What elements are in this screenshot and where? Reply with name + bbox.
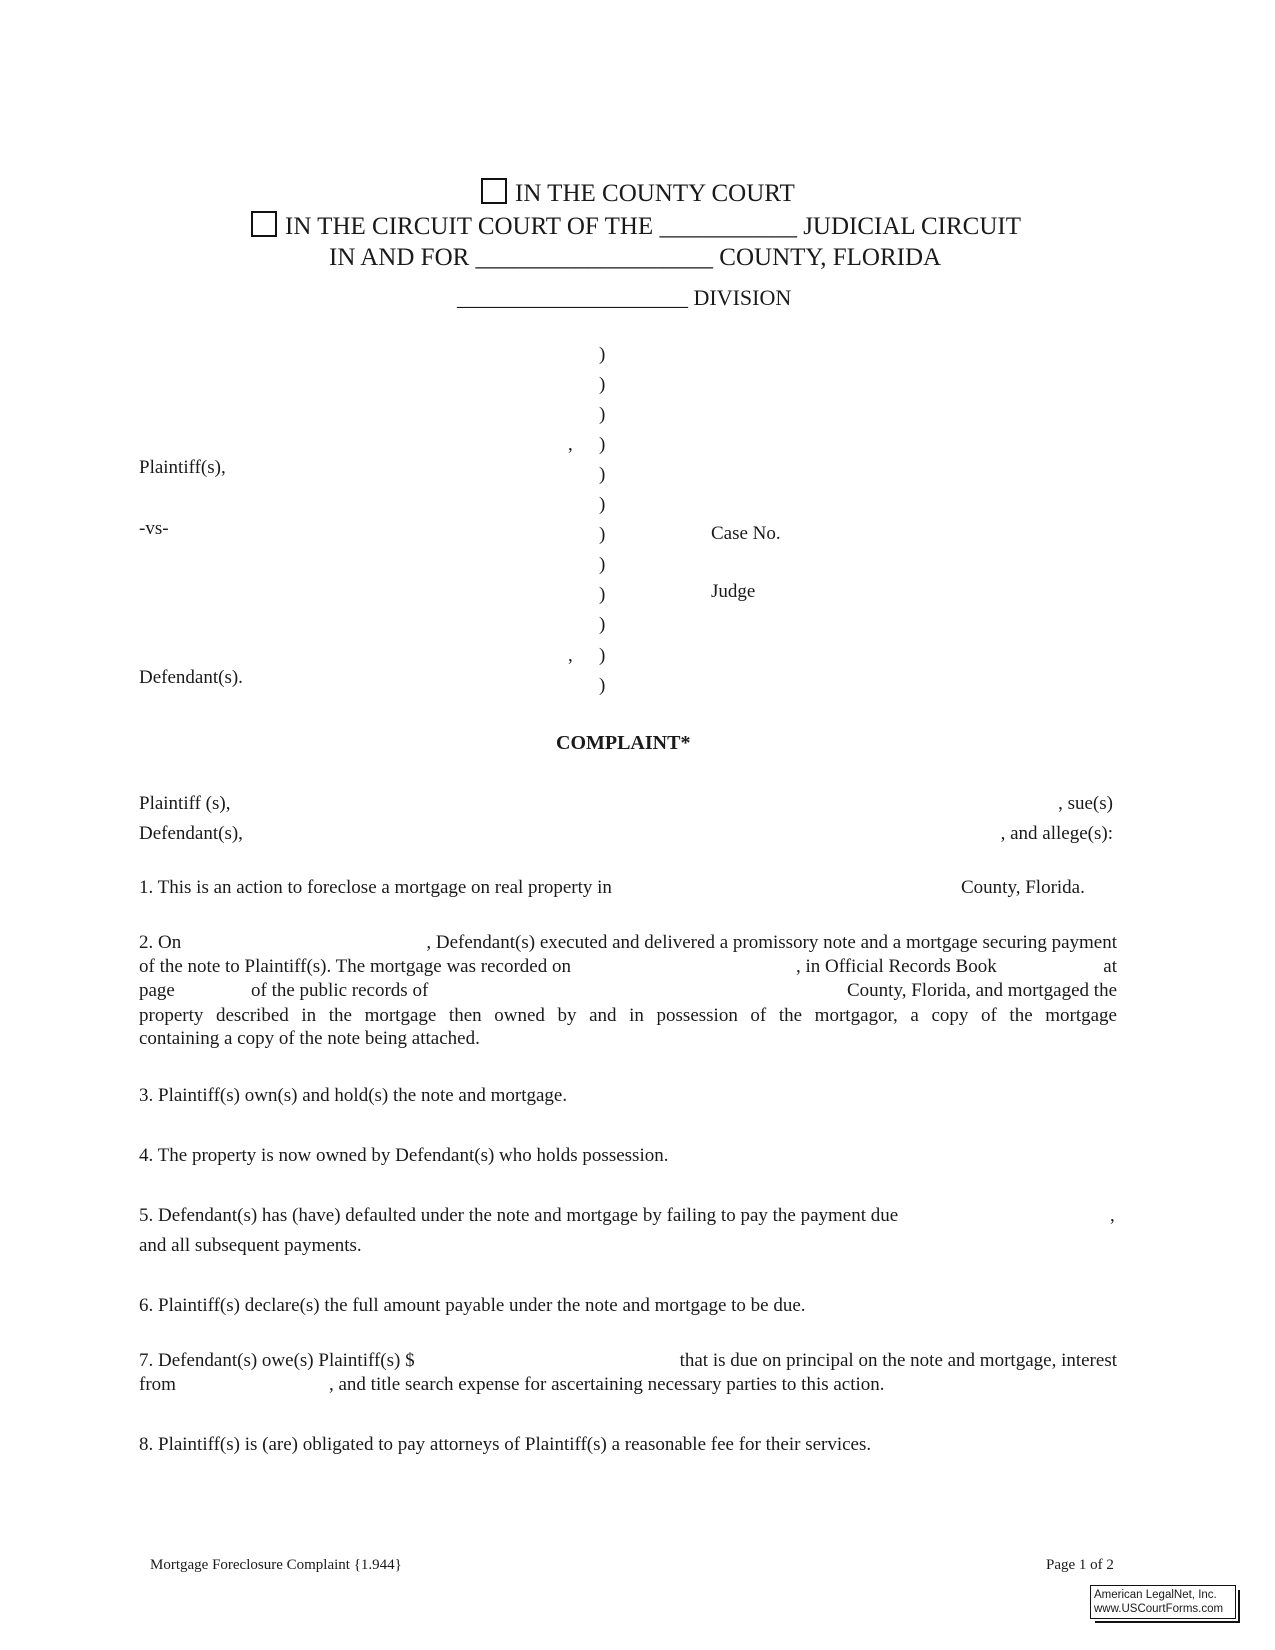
caption-paren: )	[599, 374, 606, 395]
circuit-court-option	[251, 211, 1021, 241]
paragraph-7-line-1b: that is due on principal on the note and mortgage, interest	[679, 1350, 1117, 1371]
paragraph-7-line-2a: from	[139, 1374, 176, 1395]
paragraph-5-comma: ,	[1110, 1205, 1115, 1226]
county-court-checkbox[interactable]	[481, 178, 507, 204]
paragraph-8: 8. Plaintiff(s) is (are) obligated to pay attorneys of Plaintiff(s) a reasonable fee for their services.	[139, 1434, 872, 1455]
caption-paren: )	[599, 524, 606, 545]
paragraph-2-line-1b: , Defendant(s) executed and delivered a promissory note and a mortgage securing payment	[426, 932, 1117, 953]
caption-paren: )	[599, 434, 606, 455]
caption-paren: )	[599, 554, 606, 575]
paragraph-2-line-2a: of the note to Plaintiff(s). The mortgage was recorded on	[139, 956, 571, 977]
county-court-label: IN THE COUNTY COURT	[515, 180, 795, 207]
paragraph-2-line-3a: page	[139, 980, 175, 1001]
paragraph-2-line-2b: , in Official Records Book	[796, 956, 997, 977]
caption-paren: )	[599, 614, 606, 635]
defendant-comma: ,	[568, 645, 573, 666]
footer-page-number: Page 1 of 2	[1046, 1557, 1114, 1573]
intro-defendant-label: Defendant(s),	[139, 823, 243, 844]
intro-plaintiff-label: Plaintiff (s),	[139, 793, 231, 814]
publisher-stamp	[1090, 1585, 1236, 1619]
document-title: COMPLAINT*	[556, 732, 691, 754]
paragraph-2-line-5: containing a copy of the note being attached.	[139, 1028, 480, 1049]
circuit-court-checkbox[interactable]	[251, 211, 277, 237]
intro-sues: , sue(s)	[1058, 793, 1113, 814]
caption-paren: )	[599, 584, 606, 605]
paragraph-2-line-2c: at	[1103, 956, 1117, 977]
caption-paren: )	[599, 645, 606, 666]
case-number-label: Case No.	[711, 523, 781, 544]
circuit-court-label: IN THE CIRCUIT COURT OF THE ___________ JUDICIAL CIRCUIT	[285, 213, 1022, 240]
county-court-option	[481, 178, 795, 208]
intro-alleges: , and allege(s):	[1000, 823, 1113, 844]
plaintiffs-label: Plaintiff(s),	[139, 457, 226, 478]
judge-label: Judge	[711, 581, 756, 602]
paragraph-2-line-4: property described in the mortgage then owned by and in possession of the mortgagor, a copy of the mortgage	[139, 1005, 1117, 1026]
paragraph-2-line-1a: 2. On	[139, 932, 182, 953]
paragraph-1: 1. This is an action to foreclose a mortgage on real property in	[139, 877, 612, 898]
vs-label: -vs-	[139, 518, 169, 539]
plaintiff-comma: ,	[568, 434, 573, 455]
paragraph-7-line-2b: , and title search expense for ascertaining necessary parties to this action.	[329, 1374, 885, 1395]
footer-form-name: Mortgage Foreclosure Complaint {1.944}	[150, 1557, 402, 1573]
paragraph-3: 3. Plaintiff(s) own(s) and hold(s) the note and mortgage.	[139, 1085, 568, 1106]
paragraph-1-county: County, Florida.	[961, 877, 1085, 898]
caption-paren: )	[599, 404, 606, 425]
caption-paren: )	[599, 464, 606, 485]
county-line: IN AND FOR ___________________ COUNTY, FLORIDA	[329, 244, 942, 271]
paragraph-7-line-1a: 7. Defendant(s) owe(s) Plaintiff(s) $	[139, 1350, 415, 1371]
publisher-name: American LegalNet, Inc.	[1094, 1589, 1217, 1601]
paragraph-5-line-1: 5. Defendant(s) has (have) defaulted under the note and mortgage by failing to pay the payment due	[139, 1205, 899, 1226]
paragraph-2-line-3b: of the public records of	[251, 980, 429, 1001]
publisher-url[interactable]: www.USCourtForms.com	[1094, 1603, 1224, 1615]
caption-paren: )	[599, 494, 606, 515]
paragraph-4: 4. The property is now owned by Defendant(s) who holds possession.	[139, 1145, 669, 1166]
paragraph-2-line-3c: County, Florida, and mortgaged the	[847, 980, 1117, 1001]
caption-paren: )	[599, 675, 606, 696]
paragraph-5-line-2: and all subsequent payments.	[139, 1235, 362, 1256]
paragraph-6: 6. Plaintiff(s) declare(s) the full amount payable under the note and mortgage to be due.	[139, 1295, 806, 1316]
division-line: _____________________ DIVISION	[457, 285, 792, 310]
defendants-label: Defendant(s).	[139, 667, 243, 688]
caption-paren: )	[599, 344, 606, 365]
